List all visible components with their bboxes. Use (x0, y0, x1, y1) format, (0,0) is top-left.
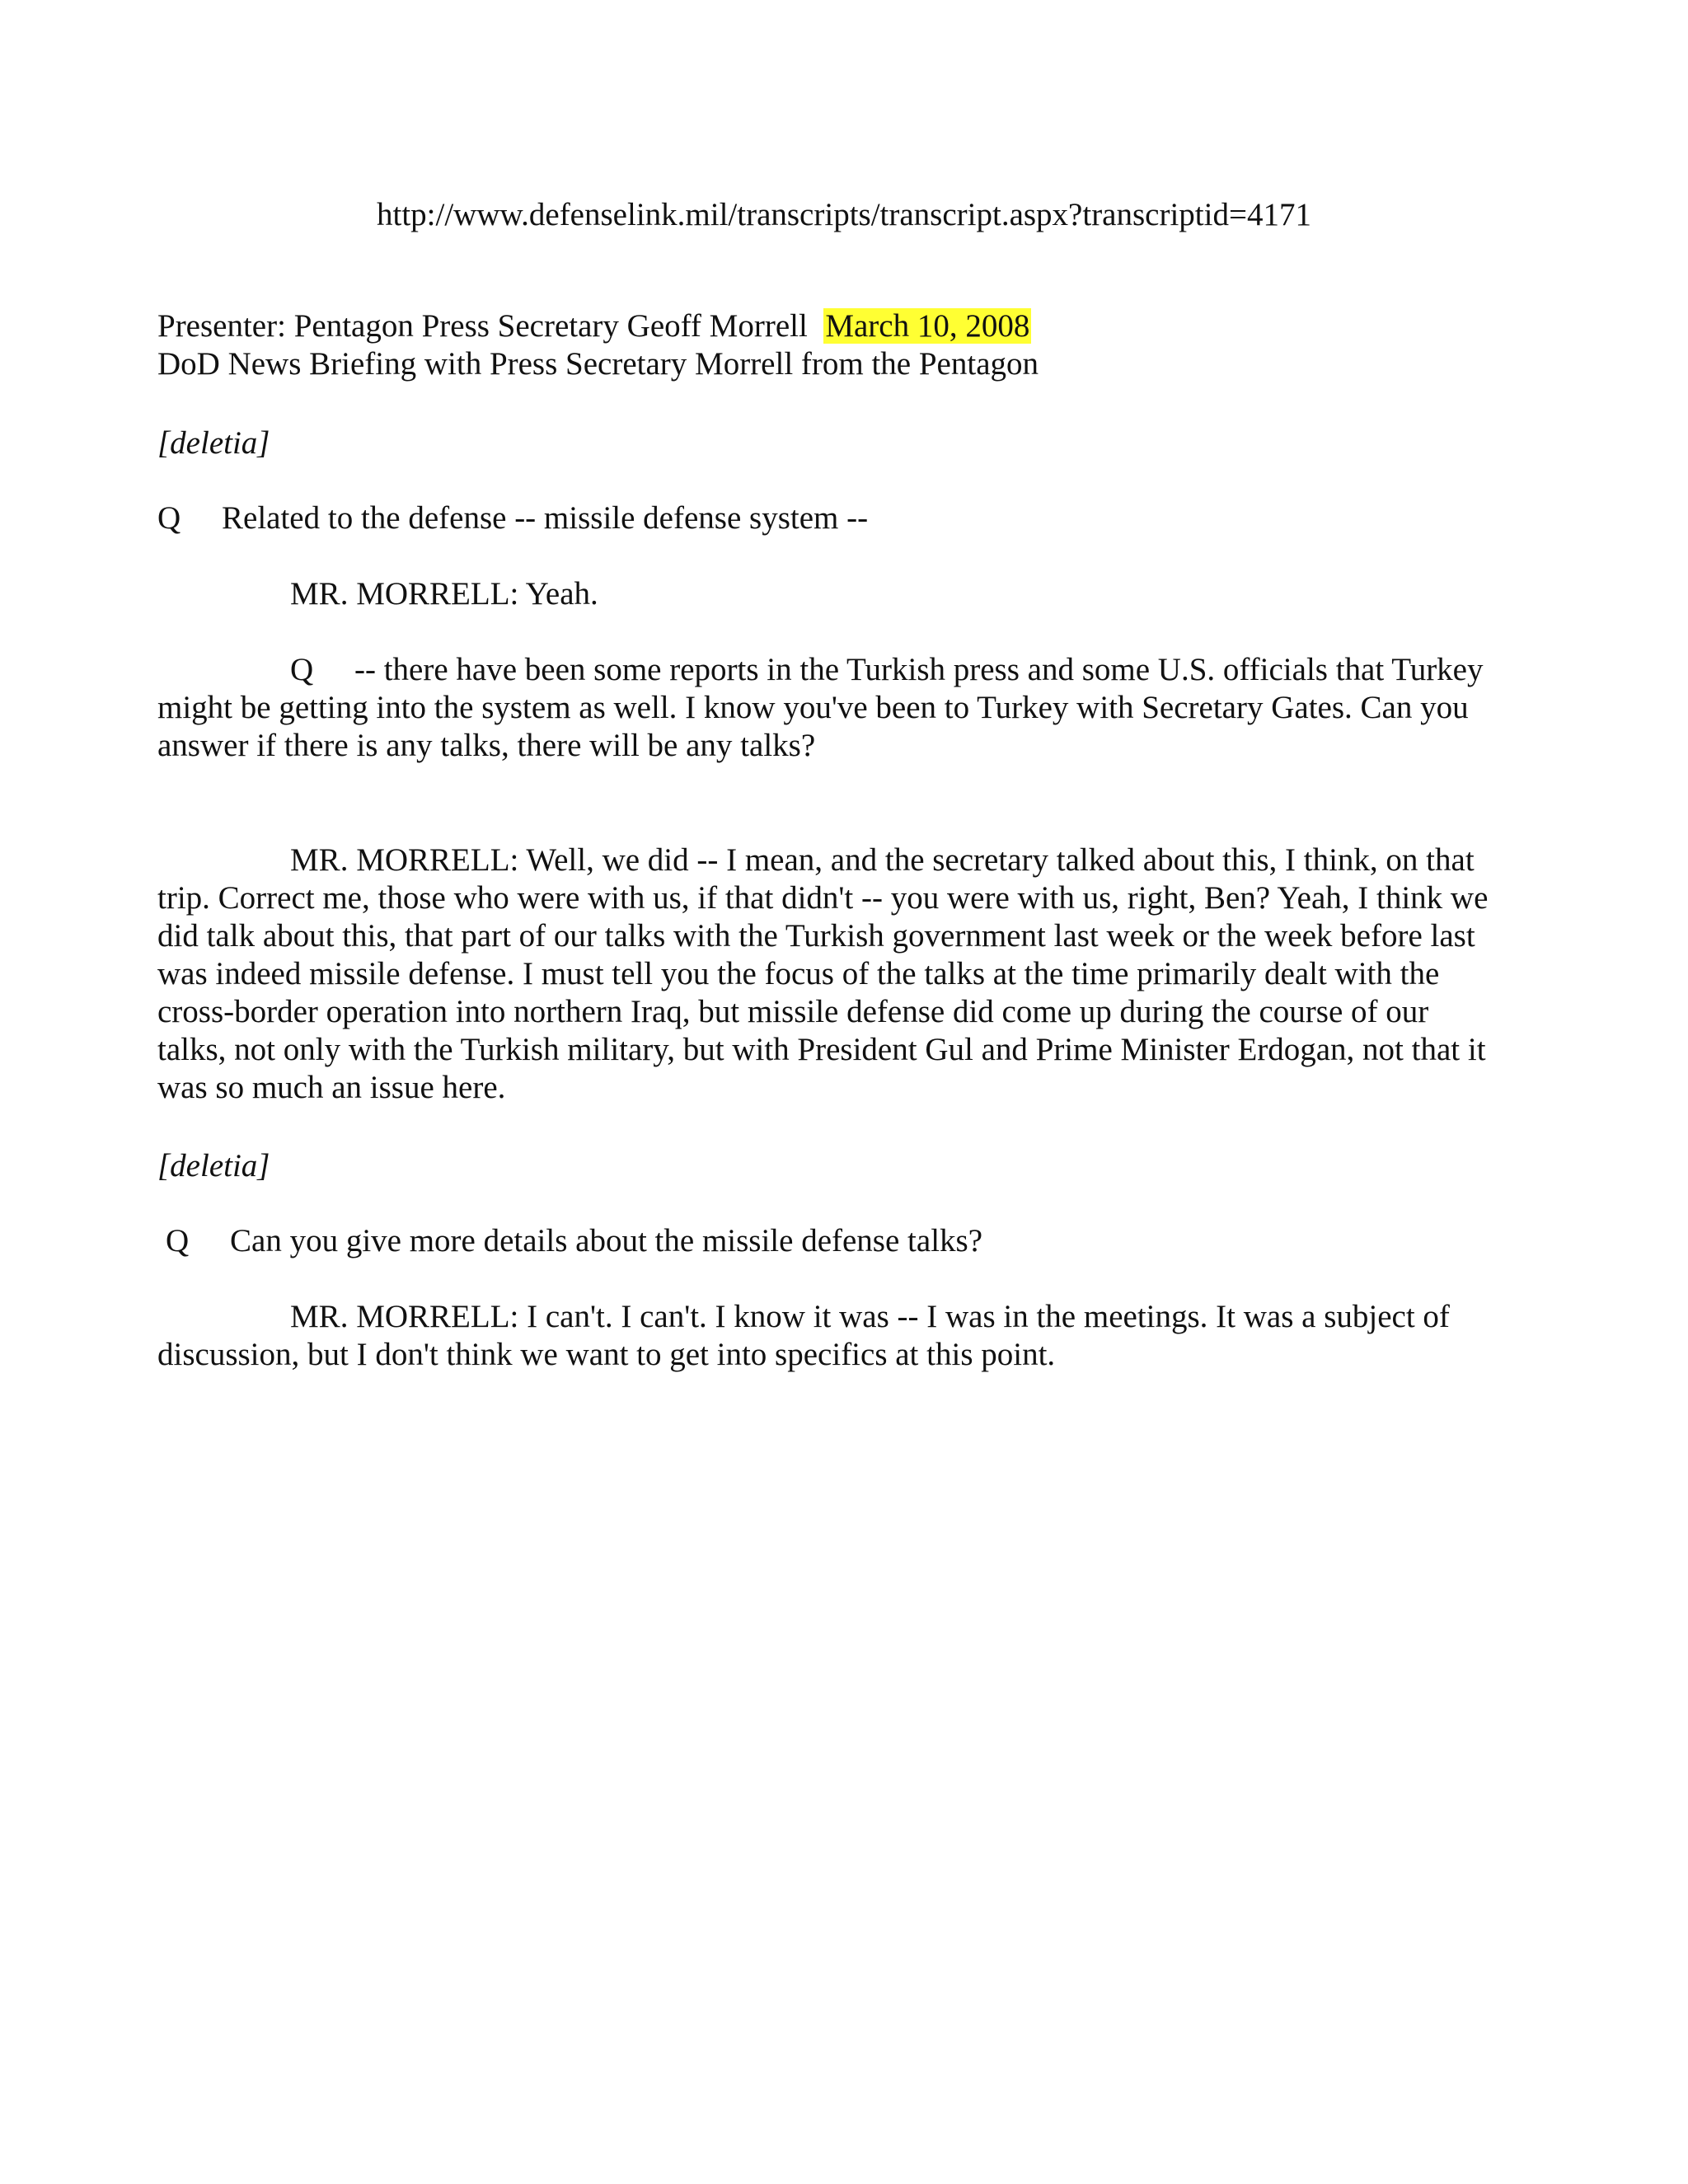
question-label: Q (166, 1223, 190, 1258)
question-text: Can you give more details about the missile defense talks? (230, 1223, 983, 1258)
question-label: Q (157, 500, 181, 536)
briefing-date: March 10, 2008 (825, 308, 1030, 344)
answer-1: MR. MORRELL: Yeah. (290, 576, 598, 612)
question-3 (157, 1222, 982, 1260)
answer-2-line-2: trip. Correct me, those who were with us, if that didn't -- you were with us, right, Ben? Yeah, I think we (157, 880, 1489, 916)
answer-2-line-4: was indeed missile defense. I must tell you the focus of the talks at the time primarily dealt with the (157, 956, 1440, 991)
question-2-line-3: answer if there is any talks, there will be any talks? (157, 728, 816, 763)
answer-2-line-6: talks, not only with the Turkish military, but with President Gul and Prime Minister Erdogan, not that it (157, 1032, 1486, 1067)
presenter-line (157, 307, 1031, 345)
question-1 (157, 499, 868, 537)
question-text: Related to the defense -- missile defense system -- (222, 500, 869, 536)
source-url: http://www.defenselink.mil/transcripts/transcript.aspx?transcriptid=4171 (377, 197, 1311, 232)
answer-2-line-3: did talk about this, that part of our talks with the Turkish government last week or the week before last (157, 918, 1475, 954)
answer-3-line-1: MR. MORRELL: I can't. I can't. I know it was -- I was in the meetings. It was a subject of (290, 1299, 1450, 1334)
briefing-title: DoD News Briefing with Press Secretary Morrell from the Pentagon (157, 346, 1039, 382)
question-2-line-2: might be getting into the system as well. I know you've been to Turkey with Secretary Gates. Can you (157, 690, 1469, 725)
answer-2-line-7: was so much an issue here. (157, 1070, 506, 1105)
answer-2-line-5: cross-border operation into northern Iraq, but missile defense did come up during the course of our (157, 994, 1429, 1029)
question-label: Q (290, 652, 314, 687)
answer-2-line-1: MR. MORRELL: Well, we did -- I mean, and the secretary talked about this, I think, on that (290, 842, 1475, 878)
presenter-text: Presenter: Pentagon Press Secretary Geoff Morrell (157, 308, 808, 344)
question-text: -- there have been some reports in the Turkish press and some U.S. officials that Turkey (354, 652, 1484, 687)
deletia-marker: [deletia] (157, 425, 270, 461)
question-2-line-1 (290, 651, 1484, 689)
deletia-marker: [deletia] (157, 1148, 270, 1183)
answer-3-line-2: discussion, but I don't think we want to get into specifics at this point. (157, 1337, 1056, 1372)
